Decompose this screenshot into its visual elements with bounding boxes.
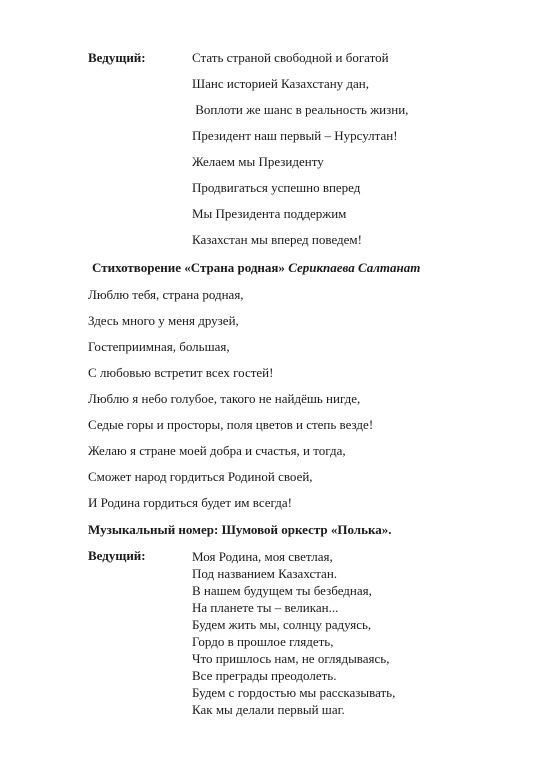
verse-line: Стать страной свободной и богатой: [192, 50, 389, 65]
poem-heading: [92, 260, 420, 276]
poem-line: С любовью встретит всех гостей!: [88, 365, 274, 380]
closing-verse: [192, 548, 395, 718]
speaker-label: Ведущий:: [88, 548, 146, 563]
verse-line: Что пришлось нам, не оглядываясь,: [192, 651, 390, 666]
poem-line: Сможет народ гордиться Родиной своей,: [88, 469, 313, 484]
poem-line: Люблю я небо голубое, такого не найдёшь нигде,: [88, 391, 361, 406]
poem-author: Серикпаева Салтанат: [288, 260, 421, 275]
verse-line: Гордо в прошлое глядеть,: [192, 634, 334, 649]
verse-line: Воплоти же шанс в реальность жизни,: [192, 102, 409, 117]
verse-line: На планете ты – великан...: [192, 600, 339, 615]
verse-line: Шанс историей Казахстану дан,: [192, 76, 370, 91]
verse-line: Будем с гордостью мы рассказывать,: [192, 685, 396, 700]
poem-line: Люблю тебя, страна родная,: [88, 287, 244, 302]
verse-line: Моя Родина, моя светлая,: [192, 549, 333, 564]
verse-line: Как мы делали первый шаг.: [192, 702, 345, 717]
verse-line: Все преграды преодолеть.: [192, 668, 337, 683]
verse-line: Будем жить мы, солнцу радуясь,: [192, 617, 372, 632]
poem-line: Здесь много у меня друзей,: [88, 313, 239, 328]
poem-line: Гостеприимная, большая,: [88, 339, 230, 354]
verse-line: Президент наш первый – Нурсултан!: [192, 128, 398, 143]
poem-line: И Родина гордиться будет им всегда!: [88, 495, 292, 510]
verse-line: Под названием Казахстан.: [192, 566, 338, 581]
verse-line: Продвигаться успешно вперед: [192, 180, 361, 195]
verse-line: Желаем мы Президенту: [192, 154, 324, 169]
poem-line: Желаю я стране моей добра и счастья, и тогда,: [88, 443, 346, 458]
poem-title: Стихотворение «Страна родная»: [92, 260, 285, 275]
poem-line: Седые горы и просторы, поля цветов и степь везде!: [88, 417, 374, 432]
verse-line: Мы Президента поддержим: [192, 206, 347, 221]
verse-line: В нашем будущем ты безбедная,: [192, 583, 372, 598]
music-number-heading: Музыкальный номер: Шумовой оркестр «Полька».: [88, 522, 392, 537]
verse-line: Казахстан мы вперед поведем!: [192, 232, 362, 247]
speaker-label: Ведущий:: [88, 50, 146, 65]
